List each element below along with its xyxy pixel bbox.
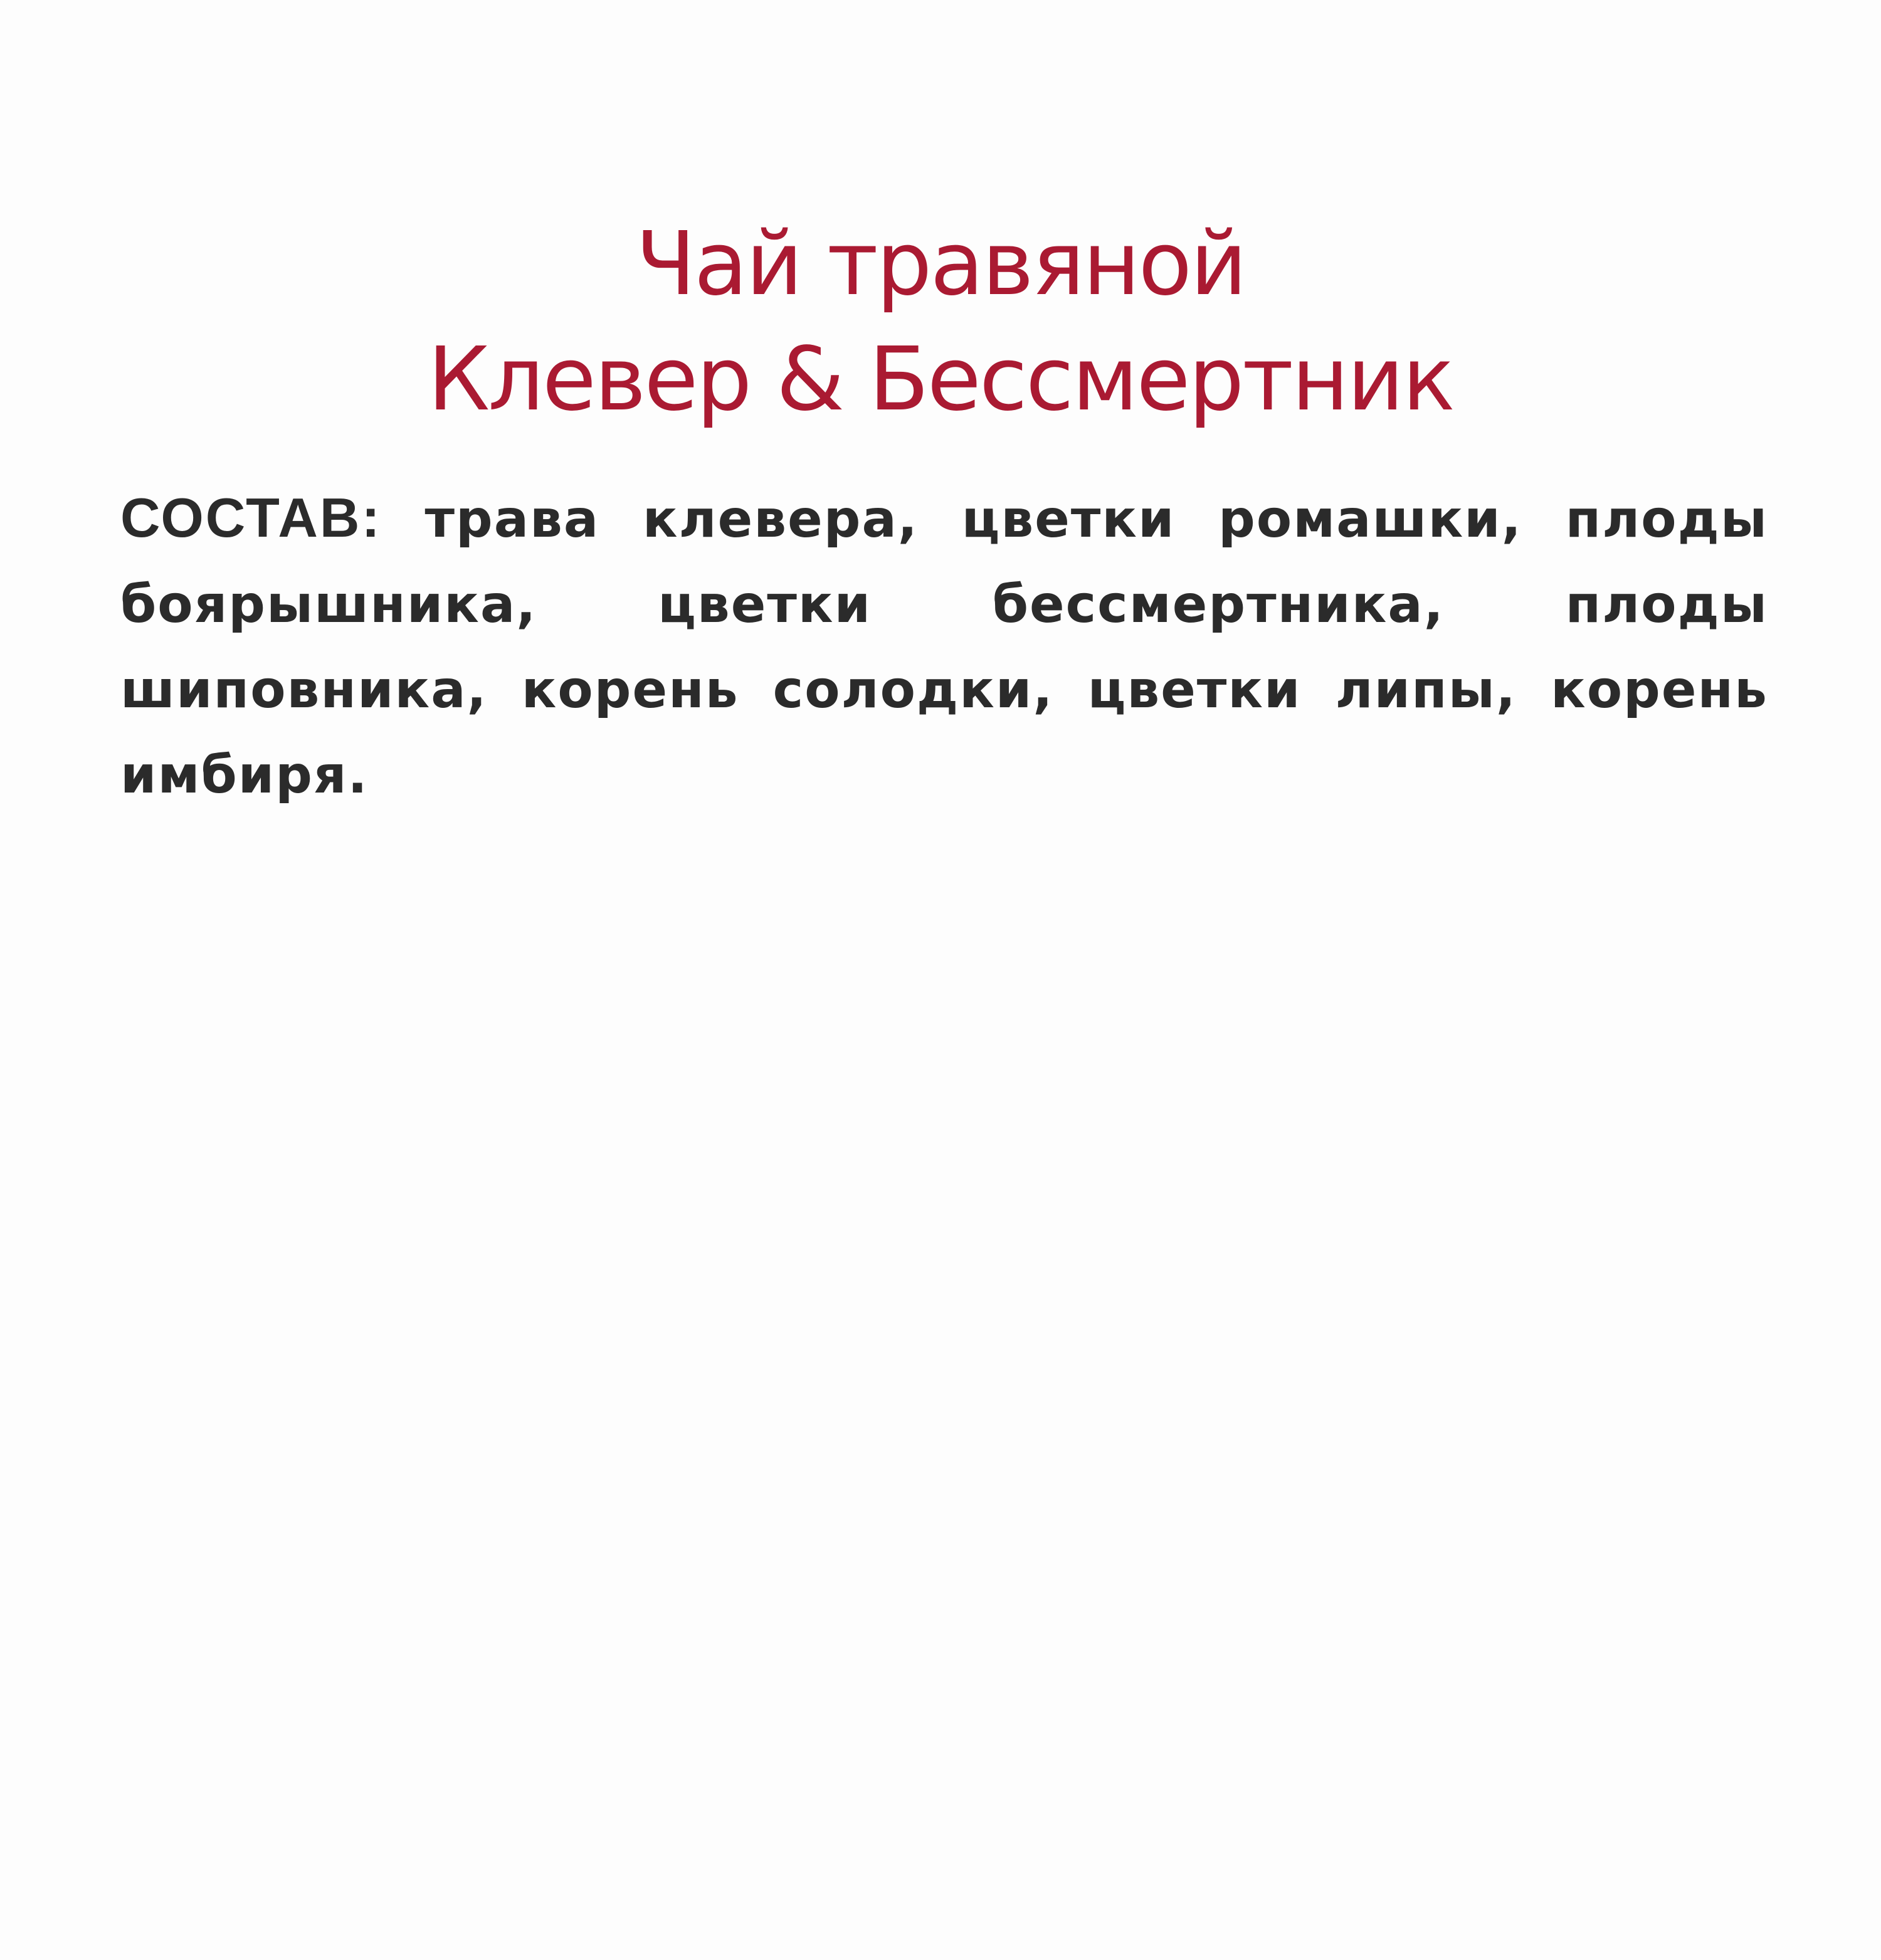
composition-text: трава клевера, цветки ромашки, плоды боярышника, цветки бессмертника, плоды шиповника, корень солодки, цветки липы, корень имбиря. <box>120 490 1768 805</box>
composition-paragraph <box>120 475 1768 818</box>
product-title-line-2: Клевер & Бессмертник <box>427 329 1454 431</box>
product-title <box>0 207 1881 438</box>
composition-label: СОСТАВ: <box>120 487 382 549</box>
product-title-line-1: Чай травяной <box>635 213 1246 315</box>
